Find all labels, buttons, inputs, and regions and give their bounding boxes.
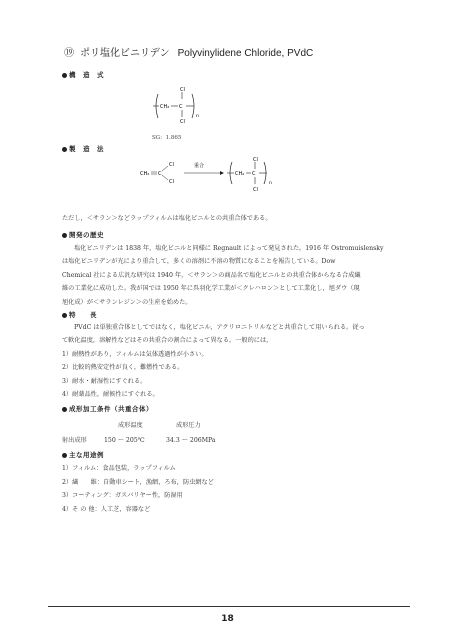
- use-item: 1）フィルム：食品包装，ラップフィルム: [62, 465, 176, 472]
- feature-item: 4）耐薬品性，耐候性にすぐれる。: [62, 391, 159, 399]
- section-structure-heading: 構 造 式: [62, 70, 104, 79]
- feature-item: 1）耐熱性があり，フィルムは気体透過性が小さい。: [62, 350, 208, 358]
- molding-pressure-value: 34.3 ～ 206MPa: [166, 437, 216, 444]
- cl-top-label: Cl: [180, 87, 185, 93]
- page-number: 18: [221, 614, 234, 624]
- section-uses-heading: 主な用途例: [62, 450, 104, 459]
- molding-row-label: 射出成形: [62, 437, 87, 444]
- history-paragraph: 塩化ビニリデンは 1838 年，塩化ビニルと同様に Regnault によって発見された。1916 年 Ostromuislensky は塩化ビニリデンが光により重合して，多くの溶剤に不溶の物質になることを報告している。Dow Chemical 社による広汎な研究は 1940 年，＜サラン＞の商品名で塩化ビニルとの共重合体からなる合成繊 維の工業化に成功した。我が国では 1950 年に呉羽化学工業が＜クレハロン＞として工業化し，旭ダウ（現 旭化成）が＜サランレジン＞の生産を始めた。: [62, 245, 384, 306]
- n-subscript: n: [269, 181, 272, 186]
- feature-item: 2）比較的熱安定性が良く，難燃性である。: [62, 364, 184, 372]
- page-title: [64, 44, 313, 59]
- section-history-heading: 開発の歴史: [62, 230, 104, 239]
- structure-formula: [150, 84, 210, 130]
- monomer-cl1-label: Cl: [169, 162, 174, 168]
- polymer-cl1-label: Cl: [253, 157, 258, 163]
- monomer-c-label: C: [158, 171, 162, 177]
- title-ja: ポリ塩化ビニリデン: [80, 48, 170, 59]
- molding-col-temperature: 成形温度: [118, 422, 143, 429]
- section-features-heading: 特 長: [62, 310, 97, 319]
- feature-item: 3）耐水・耐湿性にすぐれる。: [62, 377, 147, 385]
- molding-col-pressure: 成形圧力: [176, 422, 201, 429]
- section-production-heading: 製 造 法: [62, 144, 104, 153]
- ch2-label: CH₂: [160, 104, 170, 110]
- use-item: 2）繊 維：自動車シート，漁網，ろ布，防虫網など: [62, 478, 214, 486]
- copolymer-note: ただし，＜サラン＞などラップフィルムは塩化ビニルとの共重合体である。: [62, 215, 272, 222]
- monomer-cl2-label: Cl: [169, 179, 174, 185]
- cl-bottom-label: Cl: [180, 119, 185, 125]
- production-reaction: [138, 154, 288, 194]
- specific-gravity: SG：1.865: [152, 135, 182, 141]
- bullet-icon: [62, 233, 67, 238]
- bullet-icon: [62, 147, 67, 152]
- footer-rule: [48, 606, 410, 607]
- use-item: 3）コーティング：ガスバリヤー性，防湿用: [62, 492, 183, 500]
- features-paragraph: PVdC は単独重合体としてではなく，塩化ビニル，アクリロニトリルなどと共重合して用いられる。従っ て軟化温度，溶解性などはその共重合の割合によって異なる。一般的には， 1）耐熱性があり，フィルムは気体透過性が小さい。 2）比較的熱安定性が良く，難燃性である。 3）耐水・耐湿性にすぐれる。 4）耐薬品性，耐候性にすぐれる。: [62, 321, 397, 401]
- section-molding-heading: 成形加工条件（共重合体）: [62, 404, 153, 413]
- bullet-icon: [62, 313, 67, 318]
- n-subscript: n: [196, 114, 199, 119]
- use-item: 4）そ の 他：人工芝，容器など: [62, 505, 151, 513]
- polymer-cl2-label: Cl: [253, 187, 258, 193]
- title-number: ⑲: [64, 48, 74, 59]
- bullet-icon: [62, 407, 67, 412]
- bullet-icon: [62, 73, 67, 78]
- reaction-condition-label: 重合: [194, 163, 205, 169]
- title-en: Polyvinylidene Chloride, PVdC: [177, 48, 314, 59]
- molding-temperature-value: 150 ～ 205℃: [104, 437, 145, 444]
- polymer-c-label: C: [252, 171, 256, 177]
- polymer-ch2-label: CH₂: [235, 171, 245, 177]
- bullet-icon: [62, 453, 67, 458]
- c-label: C: [179, 104, 183, 110]
- monomer-ch2-label: CH₂: [140, 171, 150, 177]
- uses-list: [62, 462, 397, 516]
